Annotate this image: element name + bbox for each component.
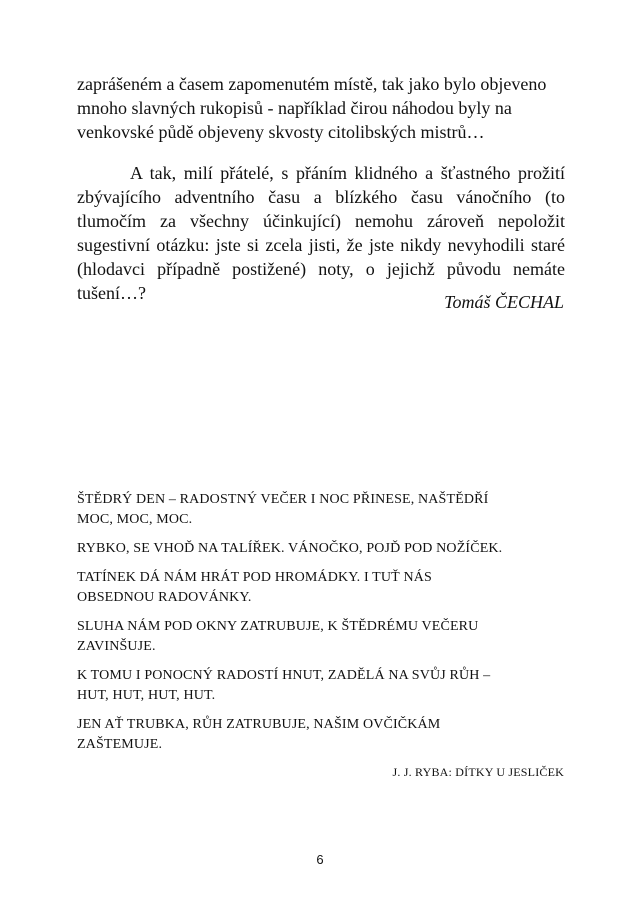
- poem-line: MOC, MOC, MOC.: [77, 512, 193, 527]
- poem-stanza: [77, 490, 567, 530]
- poem-line: OBSEDNOU RADOVÁNKY.: [77, 590, 252, 605]
- poem-line: ŠTĚDRÝ DEN – RADOSTNÝ VEČER I NOC PŘINESE, NAŠTĚDŘÍ: [77, 492, 489, 507]
- poem-line: ZAŠTEMUJE.: [77, 737, 163, 752]
- poem-line: RYBKO, SE VHOĎ NA TALÍŘEK. VÁNOČKO, POJĎ POD NOŽÍČEK.: [77, 541, 503, 556]
- poem-line: SLUHA NÁM POD OKNY ZATRUBUJE, K ŠTĚDRÉMU VEČERU: [77, 619, 479, 634]
- poem-stanza: [77, 617, 567, 657]
- poem-lyrics: [77, 490, 567, 764]
- poem-line: K TOMU I PONOCNÝ RADOSTÍ HNUT, ZADĚLÁ NA SVŮJ RŮH –: [77, 668, 491, 683]
- poem-stanza: [77, 568, 567, 608]
- poem-line: HUT, HUT, HUT, HUT.: [77, 688, 216, 703]
- paragraph-line: zaprášeném a časem zapomenutém místě, tak jako bylo objeveno: [77, 74, 547, 94]
- page-number: 6: [316, 852, 324, 867]
- poem-stanza: [77, 666, 567, 706]
- paragraph-line: zbývajícího adventního času a blízkého času vánočního (to: [77, 187, 565, 207]
- paragraph-line: tlumočím za všechny účinkující) nemohu zároveň nepoložit: [77, 211, 565, 231]
- poem-line: ZAVINŠUJE.: [77, 639, 156, 654]
- paragraph-1: [77, 72, 565, 144]
- paragraph-line: mnoho slavných rukopisů - například čirou náhodou byly na: [77, 98, 512, 118]
- song-attribution: J. J. RYBA: DÍTKY U JESLIČEK: [392, 765, 564, 779]
- poem-line: JEN AŤ TRUBKA, RŮH ZATRUBUJE, NAŠIM OVČIČKÁM: [77, 717, 441, 732]
- poem-stanza: [77, 539, 567, 559]
- paragraph-line: A tak, milí přátelé, s přáním klidného a šťastného prožití: [130, 163, 565, 183]
- paragraph-line: tušení…?: [77, 283, 146, 303]
- paragraph-line: sugestivní otázku: jste si zcela jisti, že jste nikdy nevyhodili staré: [77, 235, 565, 255]
- paragraph-line: venkovské půdě objeveny skvosty citolibských mistrů…: [77, 122, 485, 142]
- paragraph-line: (hlodavci případně postižené) noty, o jejichž původu nemáte: [77, 259, 565, 279]
- paragraph-2: [77, 161, 565, 305]
- author-signature: Tomáš ČECHAL: [444, 292, 564, 312]
- poem-line: TATÍNEK DÁ NÁM HRÁT POD HROMÁDKY. I TUŤ NÁS: [77, 570, 432, 585]
- poem-stanza: [77, 715, 567, 755]
